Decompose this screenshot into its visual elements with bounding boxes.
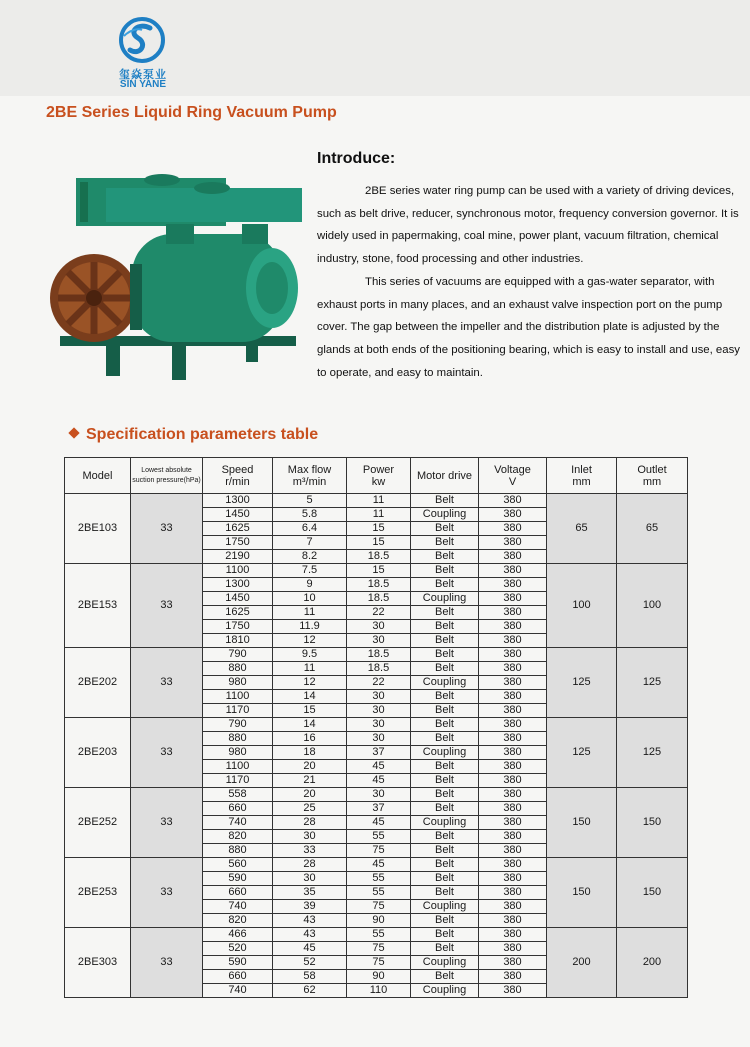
drive-cell: Belt (411, 704, 479, 718)
speed-cell: 820 (203, 830, 273, 844)
power-cell: 22 (347, 676, 411, 690)
flow-cell: 14 (273, 690, 347, 704)
drive-cell: Belt (411, 648, 479, 662)
power-cell: 55 (347, 886, 411, 900)
drive-cell: Belt (411, 830, 479, 844)
suction-cell: 33 (131, 858, 203, 928)
suction-cell: 33 (131, 648, 203, 718)
power-cell: 45 (347, 816, 411, 830)
speed-cell: 1450 (203, 508, 273, 522)
power-cell: 90 (347, 970, 411, 984)
power-cell: 15 (347, 536, 411, 550)
speed-cell: 740 (203, 900, 273, 914)
drive-cell: Coupling (411, 984, 479, 998)
power-cell: 30 (347, 788, 411, 802)
introduce-heading: Introduce: (317, 150, 396, 167)
spec-table-body (65, 494, 688, 998)
power-cell: 30 (347, 732, 411, 746)
drive-cell: Belt (411, 578, 479, 592)
introduce-text (317, 180, 749, 384)
speed-cell: 740 (203, 816, 273, 830)
flow-cell: 8.2 (273, 550, 347, 564)
speed-cell: 1300 (203, 494, 273, 508)
power-cell: 11 (347, 508, 411, 522)
flow-cell: 33 (273, 844, 347, 858)
flow-cell: 30 (273, 872, 347, 886)
drive-cell: Coupling (411, 956, 479, 970)
voltage-cell: 380 (479, 690, 547, 704)
intro-paragraph-2: This series of vacuums are equipped with a gas-water separator, with exhaust ports in many places, and an exhaust valve inspection port on the pump cover. The gap between the impeller and the distribution plate is adjusted by the glands at both ends of the positioning bearing, which is easy to install and use, easy to operate, and easy to maintain. (317, 275, 740, 379)
brand-name-en: SIN YANE (119, 79, 167, 90)
drive-cell: Belt (411, 942, 479, 956)
flow-cell: 11 (273, 662, 347, 676)
drive-cell: Belt (411, 858, 479, 872)
voltage-cell: 380 (479, 508, 547, 522)
table-row (65, 928, 688, 942)
model-cell: 2BE153 (65, 564, 131, 648)
drive-cell: Belt (411, 634, 479, 648)
speed-cell: 820 (203, 914, 273, 928)
speed-cell: 1750 (203, 536, 273, 550)
power-cell: 45 (347, 858, 411, 872)
diamond-bullet-icon (68, 427, 79, 438)
speed-cell: 560 (203, 858, 273, 872)
speed-cell: 790 (203, 718, 273, 732)
speed-cell: 790 (203, 648, 273, 662)
speed-cell: 1625 (203, 522, 273, 536)
voltage-cell: 380 (479, 872, 547, 886)
voltage-cell: 380 (479, 746, 547, 760)
voltage-cell: 380 (479, 592, 547, 606)
voltage-cell: 380 (479, 606, 547, 620)
model-cell: 2BE253 (65, 858, 131, 928)
model-cell: 2BE252 (65, 788, 131, 858)
suction-cell: 33 (131, 718, 203, 788)
power-cell: 55 (347, 928, 411, 942)
flow-cell: 43 (273, 928, 347, 942)
spec-heading-text: Specification parameters table (86, 426, 319, 443)
drive-cell: Belt (411, 536, 479, 550)
voltage-cell: 380 (479, 634, 547, 648)
flow-cell: 52 (273, 956, 347, 970)
drive-cell: Belt (411, 760, 479, 774)
drive-cell: Coupling (411, 746, 479, 760)
intro-paragraph-1: 2BE series water ring pump can be used with a variety of driving devices, such as belt drive, reducer, synchronous motor, frequency conversion governor. It is widely used in papermaking, coal mine, power plant, vacuum filtration, chemical industry, stone, food processing and other industries. (317, 185, 739, 266)
power-cell: 18.5 (347, 550, 411, 564)
drive-cell: Belt (411, 662, 479, 676)
drive-cell: Belt (411, 718, 479, 732)
speed-cell: 660 (203, 802, 273, 816)
flow-cell: 28 (273, 858, 347, 872)
voltage-cell: 380 (479, 956, 547, 970)
col-outlet: Outlet mm (617, 458, 688, 494)
speed-cell: 1170 (203, 704, 273, 718)
power-cell: 18.5 (347, 592, 411, 606)
power-cell: 45 (347, 774, 411, 788)
voltage-cell: 380 (479, 942, 547, 956)
brand-name-cn: 玺焱泵业 (119, 69, 167, 81)
voltage-cell: 380 (479, 732, 547, 746)
flow-cell: 10 (273, 592, 347, 606)
flow-cell: 16 (273, 732, 347, 746)
model-cell: 2BE103 (65, 494, 131, 564)
flow-cell: 7.5 (273, 564, 347, 578)
power-cell: 75 (347, 942, 411, 956)
voltage-cell: 380 (479, 858, 547, 872)
model-cell: 2BE203 (65, 718, 131, 788)
drive-cell: Belt (411, 550, 479, 564)
power-cell: 37 (347, 802, 411, 816)
voltage-cell: 380 (479, 536, 547, 550)
voltage-cell: 380 (479, 578, 547, 592)
flow-cell: 14 (273, 718, 347, 732)
power-cell: 75 (347, 900, 411, 914)
model-cell: 2BE202 (65, 648, 131, 718)
col-speed: Speed r/min (203, 458, 273, 494)
outlet-cell: 150 (617, 788, 688, 858)
power-cell: 55 (347, 830, 411, 844)
speed-cell: 1100 (203, 564, 273, 578)
flow-cell: 45 (273, 942, 347, 956)
flow-cell: 5 (273, 494, 347, 508)
power-cell: 75 (347, 844, 411, 858)
drive-cell: Coupling (411, 508, 479, 522)
flow-cell: 58 (273, 970, 347, 984)
power-cell: 55 (347, 872, 411, 886)
table-row (65, 648, 688, 662)
inlet-cell: 65 (547, 494, 617, 564)
drive-cell: Belt (411, 970, 479, 984)
col-power: Power kw (347, 458, 411, 494)
flow-cell: 11.9 (273, 620, 347, 634)
voltage-cell: 380 (479, 802, 547, 816)
inlet-cell: 150 (547, 858, 617, 928)
voltage-cell: 380 (479, 550, 547, 564)
power-cell: 30 (347, 620, 411, 634)
flow-cell: 9 (273, 578, 347, 592)
outlet-cell: 150 (617, 858, 688, 928)
flow-cell: 39 (273, 900, 347, 914)
power-cell: 45 (347, 760, 411, 774)
table-row (65, 564, 688, 578)
flow-cell: 20 (273, 788, 347, 802)
speed-cell: 2190 (203, 550, 273, 564)
flow-cell: 35 (273, 886, 347, 900)
flow-cell: 21 (273, 774, 347, 788)
speed-cell: 1170 (203, 774, 273, 788)
voltage-cell: 380 (479, 718, 547, 732)
inlet-cell: 125 (547, 718, 617, 788)
power-cell: 90 (347, 914, 411, 928)
power-cell: 15 (347, 564, 411, 578)
flow-cell: 25 (273, 802, 347, 816)
table-row (65, 494, 688, 508)
voltage-cell: 380 (479, 704, 547, 718)
flow-cell: 12 (273, 634, 347, 648)
flow-cell: 5.8 (273, 508, 347, 522)
col-inlet: Inlet mm (547, 458, 617, 494)
drive-cell: Belt (411, 928, 479, 942)
spec-table (64, 457, 688, 998)
col-model: Model (65, 458, 131, 494)
table-row (65, 788, 688, 802)
power-cell: 75 (347, 956, 411, 970)
inlet-cell: 125 (547, 648, 617, 718)
voltage-cell: 380 (479, 620, 547, 634)
table-row (65, 858, 688, 872)
drive-cell: Belt (411, 914, 479, 928)
power-cell: 110 (347, 984, 411, 998)
spec-heading (70, 426, 318, 444)
vacuum-pump-photo (46, 168, 304, 382)
outlet-cell: 125 (617, 718, 688, 788)
col-voltage: Voltage V (479, 458, 547, 494)
suction-cell: 33 (131, 788, 203, 858)
suction-cell: 33 (131, 564, 203, 648)
col-drive: Motor drive (411, 458, 479, 494)
voltage-cell: 380 (479, 522, 547, 536)
spec-header-row (65, 458, 688, 494)
power-cell: 30 (347, 718, 411, 732)
drive-cell: Belt (411, 774, 479, 788)
speed-cell: 1450 (203, 592, 273, 606)
col-suction: Lowest absolute suction pressure(hPa) (131, 458, 203, 494)
speed-cell: 1810 (203, 634, 273, 648)
power-cell: 15 (347, 522, 411, 536)
outlet-cell: 100 (617, 564, 688, 648)
drive-cell: Belt (411, 690, 479, 704)
speed-cell: 1100 (203, 690, 273, 704)
speed-cell: 590 (203, 872, 273, 886)
outlet-cell: 65 (617, 494, 688, 564)
outlet-cell: 200 (617, 928, 688, 998)
col-flow: Max flow m³/min (273, 458, 347, 494)
speed-cell: 1100 (203, 760, 273, 774)
flow-cell: 15 (273, 704, 347, 718)
drive-cell: Belt (411, 494, 479, 508)
speed-cell: 880 (203, 732, 273, 746)
voltage-cell: 380 (479, 914, 547, 928)
speed-cell: 1300 (203, 578, 273, 592)
drive-cell: Belt (411, 522, 479, 536)
flow-cell: 43 (273, 914, 347, 928)
suction-cell: 33 (131, 928, 203, 998)
voltage-cell: 380 (479, 844, 547, 858)
model-cell: 2BE303 (65, 928, 131, 998)
power-cell: 18.5 (347, 662, 411, 676)
drive-cell: Belt (411, 886, 479, 900)
drive-cell: Belt (411, 802, 479, 816)
flow-cell: 18 (273, 746, 347, 760)
power-cell: 22 (347, 606, 411, 620)
voltage-cell: 380 (479, 662, 547, 676)
voltage-cell: 380 (479, 760, 547, 774)
drive-cell: Belt (411, 606, 479, 620)
voltage-cell: 380 (479, 816, 547, 830)
speed-cell: 660 (203, 886, 273, 900)
voltage-cell: 380 (479, 564, 547, 578)
voltage-cell: 380 (479, 886, 547, 900)
outlet-cell: 125 (617, 648, 688, 718)
flow-cell: 20 (273, 760, 347, 774)
speed-cell: 590 (203, 956, 273, 970)
flow-cell: 62 (273, 984, 347, 998)
flow-cell: 7 (273, 536, 347, 550)
inlet-cell: 200 (547, 928, 617, 998)
speed-cell: 880 (203, 662, 273, 676)
speed-cell: 880 (203, 844, 273, 858)
power-cell: 30 (347, 704, 411, 718)
flow-cell: 6.4 (273, 522, 347, 536)
drive-cell: Belt (411, 620, 479, 634)
inlet-cell: 100 (547, 564, 617, 648)
voltage-cell: 380 (479, 928, 547, 942)
flow-cell: 12 (273, 676, 347, 690)
speed-cell: 980 (203, 676, 273, 690)
voltage-cell: 380 (479, 970, 547, 984)
page-title: 2BE Series Liquid Ring Vacuum Pump (46, 104, 337, 121)
power-cell: 30 (347, 690, 411, 704)
speed-cell: 1625 (203, 606, 273, 620)
drive-cell: Coupling (411, 676, 479, 690)
drive-cell: Coupling (411, 900, 479, 914)
voltage-cell: 380 (479, 788, 547, 802)
drive-cell: Belt (411, 872, 479, 886)
voltage-cell: 380 (479, 774, 547, 788)
voltage-cell: 380 (479, 676, 547, 690)
speed-cell: 466 (203, 928, 273, 942)
flow-cell: 11 (273, 606, 347, 620)
flow-cell: 9.5 (273, 648, 347, 662)
voltage-cell: 380 (479, 648, 547, 662)
drive-cell: Coupling (411, 592, 479, 606)
flow-cell: 30 (273, 830, 347, 844)
suction-cell: 33 (131, 494, 203, 564)
power-cell: 18.5 (347, 648, 411, 662)
drive-cell: Belt (411, 844, 479, 858)
drive-cell: Belt (411, 788, 479, 802)
flow-cell: 28 (273, 816, 347, 830)
drive-cell: Belt (411, 732, 479, 746)
speed-cell: 740 (203, 984, 273, 998)
drive-cell: Belt (411, 564, 479, 578)
voltage-cell: 380 (479, 900, 547, 914)
inlet-cell: 150 (547, 788, 617, 858)
power-cell: 30 (347, 634, 411, 648)
speed-cell: 660 (203, 970, 273, 984)
table-row (65, 718, 688, 732)
power-cell: 18.5 (347, 578, 411, 592)
speed-cell: 1750 (203, 620, 273, 634)
power-cell: 11 (347, 494, 411, 508)
speed-cell: 980 (203, 746, 273, 760)
power-cell: 37 (347, 746, 411, 760)
drive-cell: Coupling (411, 816, 479, 830)
speed-cell: 558 (203, 788, 273, 802)
voltage-cell: 380 (479, 830, 547, 844)
speed-cell: 520 (203, 942, 273, 956)
voltage-cell: 380 (479, 984, 547, 998)
voltage-cell: 380 (479, 494, 547, 508)
